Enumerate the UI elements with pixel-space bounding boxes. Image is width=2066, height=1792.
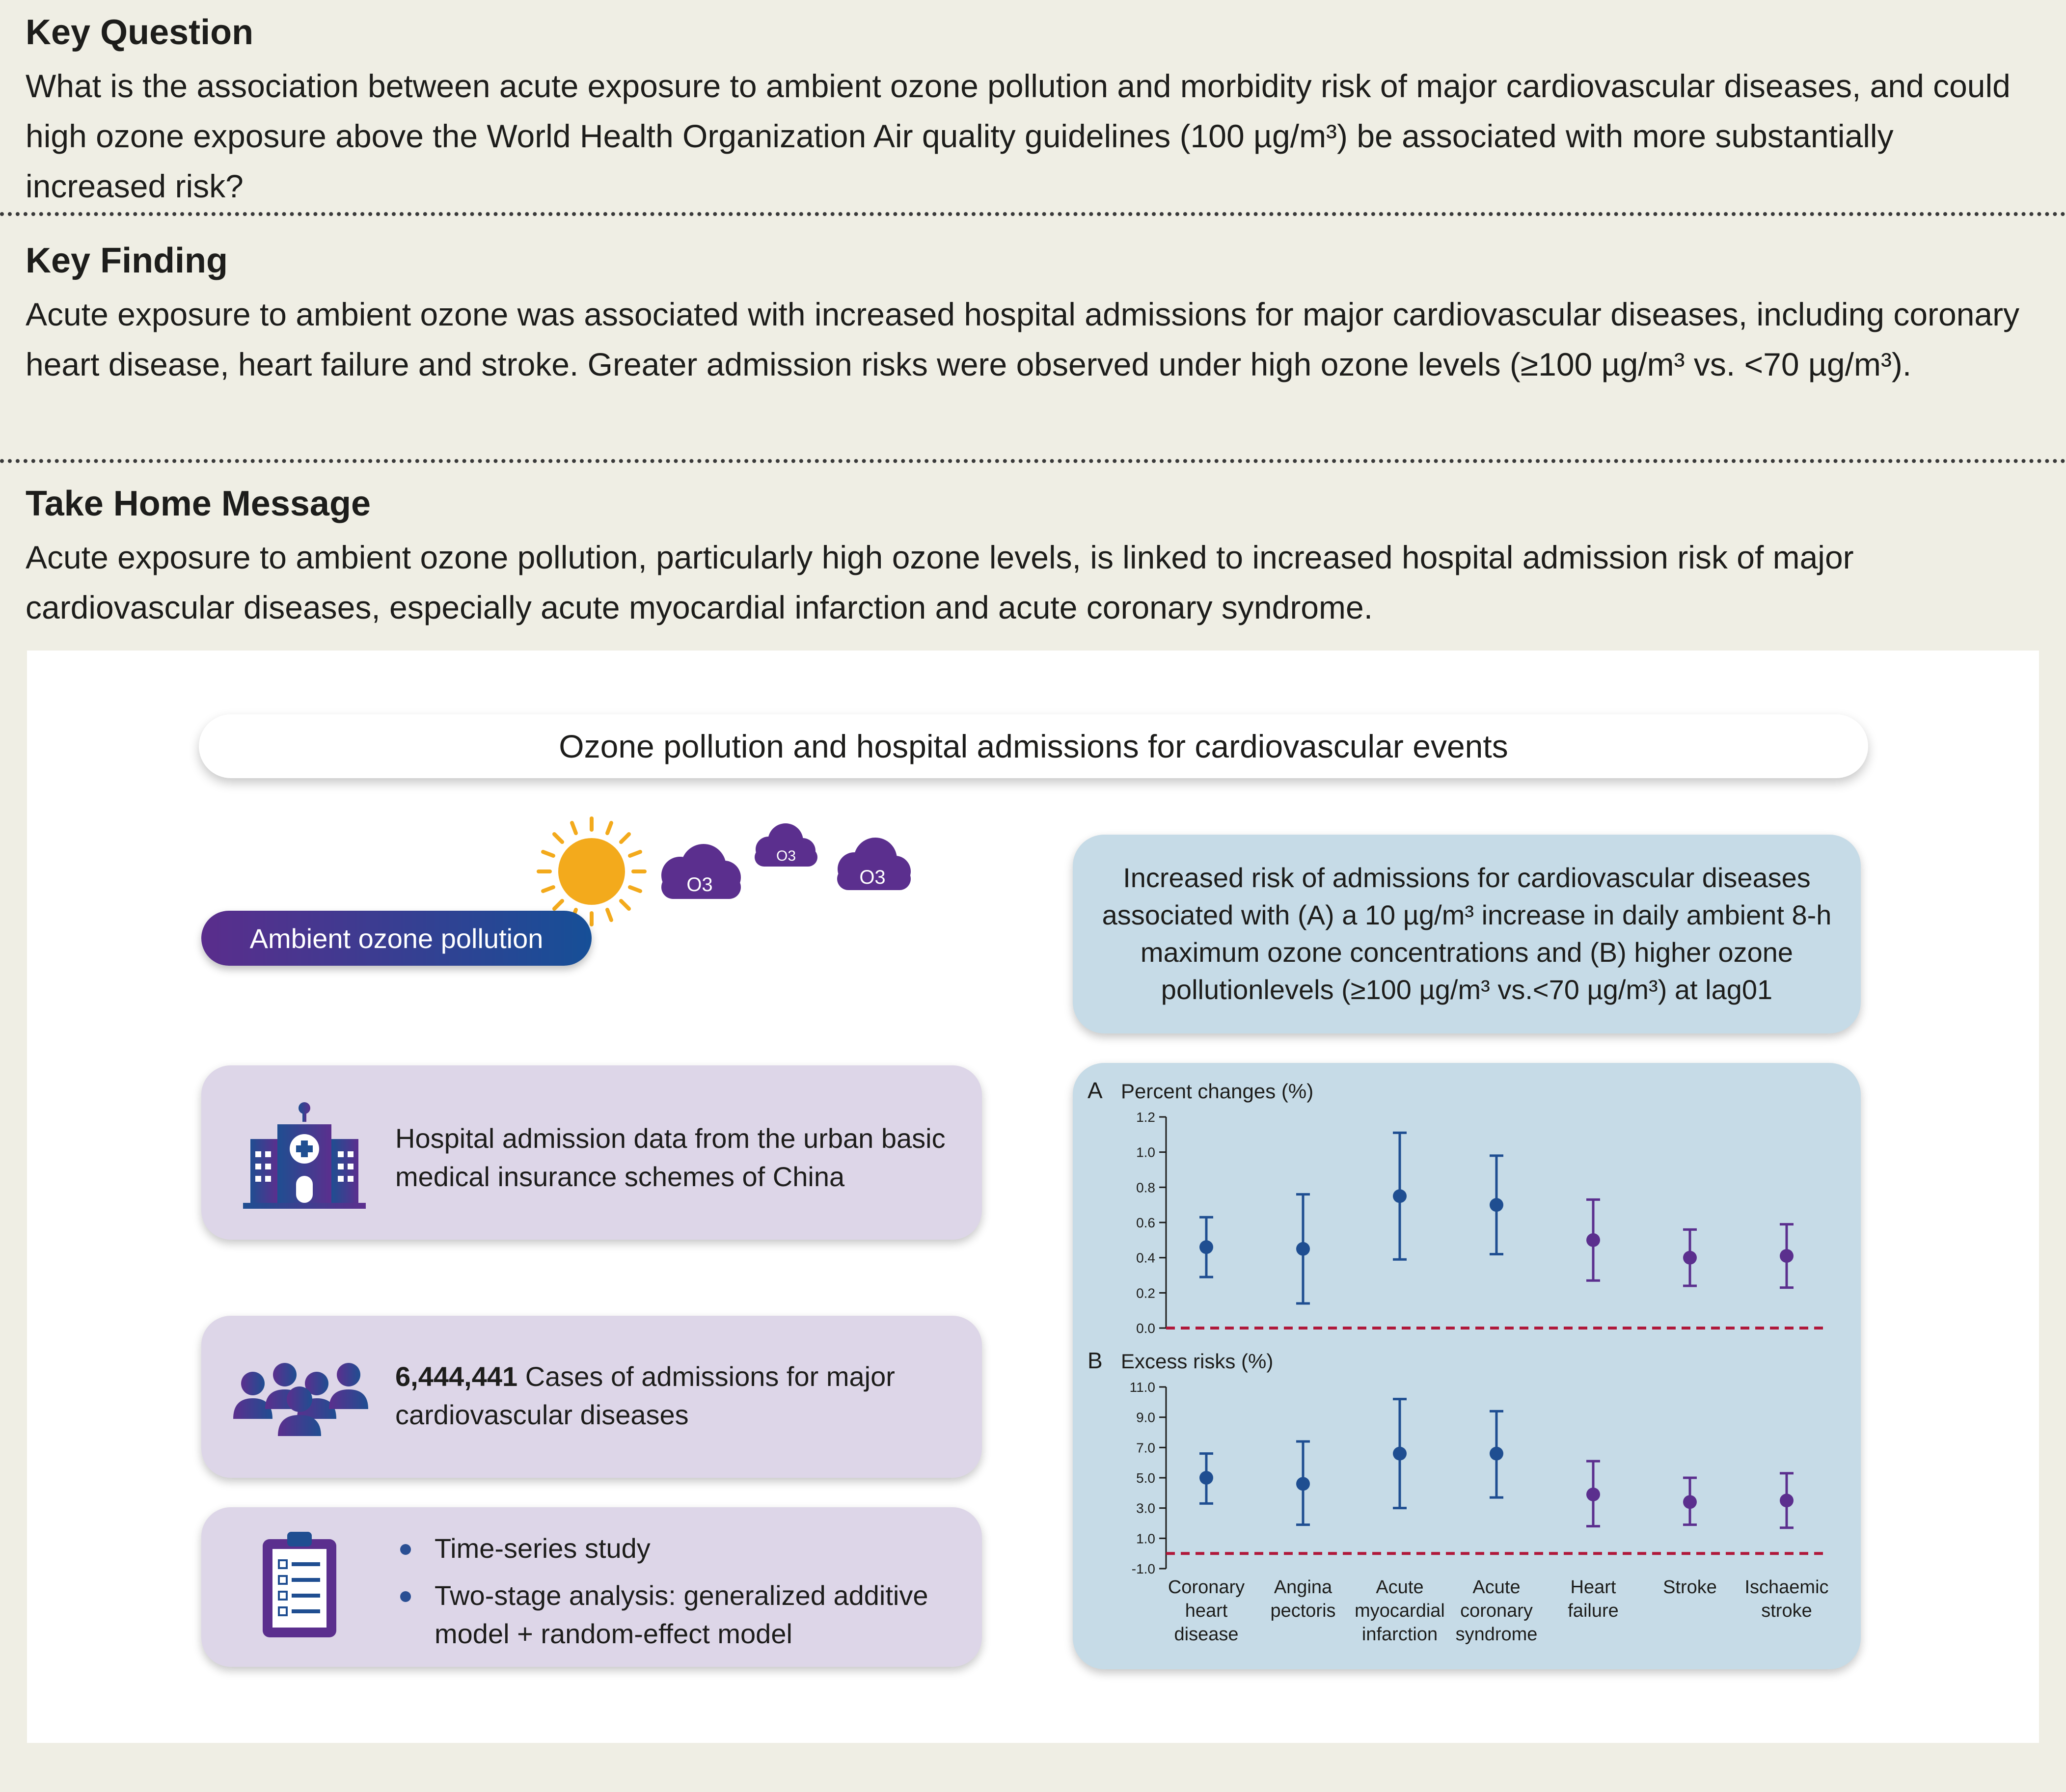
panel-title: Excess risks (%) [1121,1350,1274,1373]
estimate-point [1296,1477,1310,1491]
graphical-abstract [27,651,2039,1743]
risk-description-box [1073,835,1861,1033]
key-finding-title: Key Finding [26,241,228,280]
y-tick-label: 0.8 [1136,1180,1155,1195]
estimate-point [1490,1198,1503,1212]
panel-letter: A [1087,1078,1103,1103]
x-category-label: myocardial [1355,1601,1445,1621]
cloud-label: O3 [776,848,796,864]
x-category-label: Stroke [1663,1577,1717,1598]
x-category-label: coronary [1460,1601,1533,1621]
y-tick-label: 5.0 [1136,1470,1155,1486]
estimate-point [1780,1493,1794,1507]
x-category-label: failure [1568,1601,1619,1621]
take-home-section [26,486,2039,632]
key-finding-text: Acute exposure to ambient ozone was associated with increased hospital admissions for major cardiovascular diseases, including coronary heart disease, heart failure and stroke. Greater admission risks were observed under high ozone levels (≥100 µg/m³ vs. <70 µg/m³). [26,296,2020,382]
take-home-text: Acute exposure to ambient ozone pollution, particularly high ozone levels, is linked to increased hospital admission risk of major cardiovascular diseases, especially acute myocardial infarction and acute coronary syndrome. [26,539,1854,625]
x-category-label: Acute [1472,1577,1521,1598]
divider-1 [0,212,2066,216]
y-tick-label: 0.4 [1136,1250,1155,1266]
divider-2 [0,459,2066,463]
risk-description-text: Increased risk of admissions for cardiovascular diseases associated with (A) a 10 µg/m³ increase in daily ambient 8-h maximum ozone concentrations and (B) higher ozone pollutionlevels (≥100 µg/m³ vs.<70 µg/m³) at lag01 [1102,862,1832,1005]
estimate-point [1199,1240,1213,1254]
estimate-point [1683,1495,1697,1509]
estimate-point [1393,1447,1407,1461]
take-home-title: Take Home Message [26,484,371,523]
hospital-data-text: Hospital admission data from the urban basic medical insurance schemes of China [395,1123,946,1192]
x-category-label: heart [1185,1601,1228,1621]
estimate-point [1393,1189,1407,1203]
graphic-title: Ozone pollution and hospital admissions for cardiovascular events [199,714,1868,778]
hospital-data-card [201,1065,982,1240]
x-category-label: Coronary [1168,1577,1245,1598]
ambient-ozone-pill: Ambient ozone pollution [201,911,592,966]
key-question-title: Key Question [26,13,254,52]
clipboard-checklist-icon [260,1527,339,1640]
estimate-point [1780,1249,1794,1263]
cases-description: Cases of admissions for major cardiovascular diseases [395,1361,895,1430]
estimate-point [1586,1233,1600,1247]
method-item: Two-stage analysis: generalized additive model + random-effect model [395,1576,950,1653]
x-category-label: syndrome [1455,1624,1538,1645]
y-tick-label: 0.6 [1136,1215,1155,1230]
x-category-label: stroke [1761,1601,1812,1621]
cases-text [395,1358,950,1434]
method-item: Time-series study [395,1529,950,1568]
x-category-label: Ischaemic [1744,1577,1829,1598]
chart-box [1073,1063,1861,1669]
y-tick-label: 0.0 [1136,1321,1155,1336]
sun-icon [539,818,645,924]
y-tick-label: 11.0 [1129,1380,1155,1395]
panel-letter: B [1087,1348,1103,1373]
y-tick-label: -1.0 [1131,1561,1155,1576]
x-category-label: Angina [1274,1577,1332,1598]
hospital-icon [238,1102,371,1210]
cases-card [201,1316,982,1478]
key-finding-section [26,243,2039,389]
people-group-icon [231,1360,373,1439]
x-category-label: disease [1174,1624,1239,1645]
methods-list [395,1529,950,1653]
estimate-point [1490,1447,1503,1461]
y-tick-label: 3.0 [1136,1500,1155,1516]
estimate-point [1586,1488,1600,1501]
key-question-section [26,15,2039,211]
y-tick-label: 1.2 [1136,1110,1155,1125]
forest-plot-chart [1073,1063,1861,1669]
estimate-point [1199,1471,1213,1485]
cases-number: 6,444,441 [395,1361,518,1392]
y-tick-label: 9.0 [1136,1410,1155,1425]
x-category-label: infarction [1361,1624,1438,1645]
panel-title: Percent changes (%) [1121,1080,1314,1103]
y-tick-label: 7.0 [1136,1440,1155,1456]
methods-card [201,1507,982,1667]
y-tick-label: 0.2 [1136,1285,1155,1301]
key-question-text: What is the association between acute exposure to ambient ozone pollution and morbidity risk of major cardiovascular diseases, and could high ozone exposure above the World Health Organization Air quality guidelines (100 µg/m³) be associated with more substantially increased risk? [26,68,2011,204]
y-tick-label: 1.0 [1136,1144,1155,1160]
x-category-label: pectoris [1270,1601,1336,1621]
cloud-label: O3 [859,867,886,888]
cloud-label: O3 [686,874,713,896]
y-tick-label: 1.0 [1136,1531,1155,1547]
x-category-label: Acute [1376,1577,1424,1598]
estimate-point [1683,1251,1697,1265]
estimate-point [1296,1242,1310,1256]
x-category-label: Heart [1570,1577,1616,1598]
